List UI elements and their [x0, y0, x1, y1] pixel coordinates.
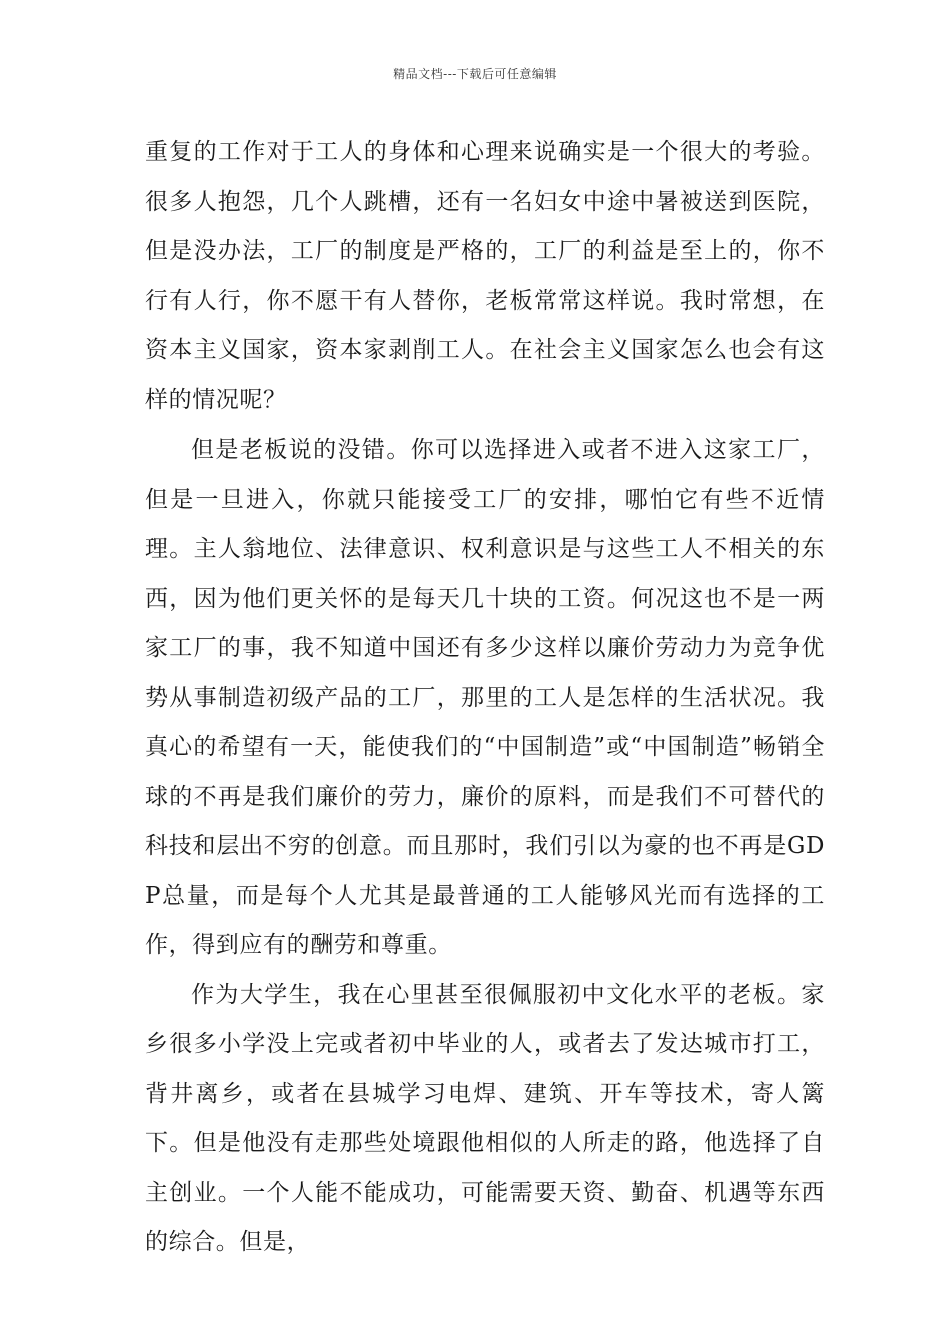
paragraph-block-continued	[145, 128, 825, 425]
page-header: 精品文档---下载后可任意编辑	[393, 67, 557, 81]
body-paragraph: 重复的工作对于工人的身体和心理来说确实是一个很大的考验。很多人抱怨，几个人跳槽，还有一名妇女中途中暑被送到医院，但是没办法，工厂的制度是严格的，工厂的利益是至上的，你不行有人行，你不愿干有人替你，老板常常这样说。我时常想，在资本主义国家，资本家剥削工人。在社会主义国家怎么也会有这样的情况呢？	[145, 139, 825, 413]
body-paragraph: 作为大学生，我在心里甚至很佩服初中文化水平的老板。家乡很多小学没上完或者初中毕业的人，或者去了发达城市打工，背井离乡，或者在县城学习电焊、建筑、开车等技术，寄人篱下。但是他没有走那些处境跟他相似的人所走的路，他选择了自主创业。一个人能不能成功，可能需要天资、勤奋、机遇等东西的综合。但是，	[145, 981, 825, 1255]
paragraph-block	[145, 426, 825, 1268]
body-paragraph: 但是老板说的没错。你可以选择进入或者不进入这家工厂，但是一旦进入，你就只能接受工厂的安排，哪怕它有些不近情理。主人翁地位、法律意识、权利意识是与这些工人不相关的东西，因为他们更关怀的是每天几十块的工资。何况这也不是一两家工厂的事，我不知道中国还有多少这样以廉价劳动力为竞争优势从事制造初级产品的工厂，那里的工人是怎样的生活状况。我真心的希望有一天，能使我们的“中国制造”或“中国制造”畅销全球的不再是我们廉价的劳力，廉价的原料，而是我们不可替代的科技和层出不穷的创意。而且那时，我们引以为豪的也不再是GDP总量，而是每个人尤其是最普通的工人能够风光而有选择的工作，得到应有的酬劳和尊重。	[145, 437, 825, 958]
